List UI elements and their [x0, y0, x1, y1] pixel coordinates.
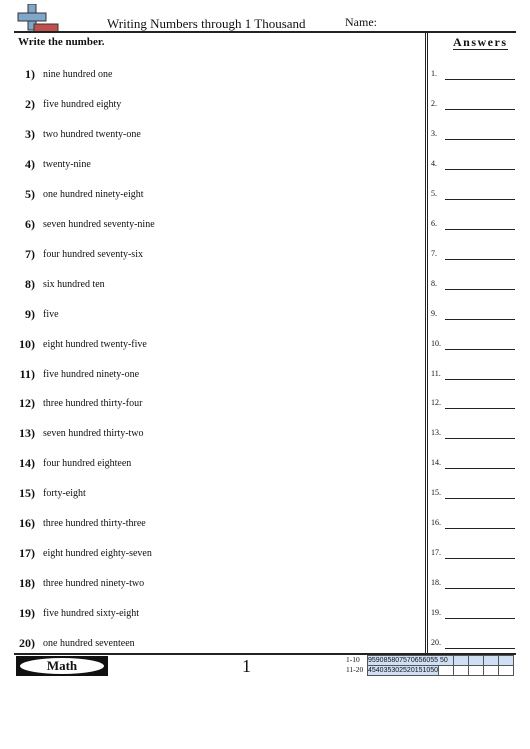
- problem-item: [0, 367, 420, 387]
- problem-text: six hundred ten: [43, 279, 105, 290]
- answer-key-table: [367, 655, 514, 676]
- answer-blank[interactable]: [431, 427, 521, 441]
- answer-line[interactable]: [445, 79, 515, 80]
- answer-line[interactable]: [445, 618, 515, 619]
- answer-blank[interactable]: [431, 308, 521, 322]
- problem-text: one hundred seventeen: [43, 638, 135, 649]
- problem-text: eight hundred twenty-five: [43, 339, 147, 350]
- problem-number: 4): [25, 157, 35, 171]
- answer-line[interactable]: [445, 438, 515, 439]
- answer-blank[interactable]: [431, 457, 521, 471]
- answer-number: 3.: [431, 129, 437, 138]
- problem-number: 12): [19, 396, 35, 410]
- plus-minus-logo-icon: [14, 4, 60, 34]
- answer-key-row-1-text: 959085807570656055 50: [368, 656, 454, 666]
- answer-key-row: [368, 656, 514, 666]
- instructions: Write the number.: [18, 36, 105, 48]
- problem-number: 17): [19, 546, 35, 560]
- answer-number: 8.: [431, 279, 437, 288]
- answer-number: 10.: [431, 339, 441, 348]
- problem-text: eight hundred eighty-seven: [43, 548, 152, 559]
- answer-blank[interactable]: [431, 368, 521, 382]
- math-badge: [16, 656, 108, 676]
- problem-text: five hundred ninety-one: [43, 369, 140, 380]
- answer-line[interactable]: [445, 199, 515, 200]
- problem-item: [0, 277, 420, 297]
- answer-key-cell: [439, 666, 454, 676]
- problem-text: two hundred twenty-one: [43, 129, 141, 140]
- problem-number: 18): [19, 576, 35, 590]
- answer-number: 16.: [431, 518, 441, 527]
- answer-key-cell: [484, 666, 499, 676]
- problem-item: [0, 127, 420, 147]
- answer-number: 20.: [431, 638, 441, 647]
- answer-line[interactable]: [445, 109, 515, 110]
- problem-number: 15): [19, 486, 35, 500]
- answer-number: 1.: [431, 69, 437, 78]
- problem-text: five: [43, 309, 59, 320]
- answer-line[interactable]: [445, 349, 515, 350]
- problem-text: five hundred eighty: [43, 99, 122, 110]
- answer-line[interactable]: [445, 229, 515, 230]
- key-label-1-10: 1-10: [346, 655, 360, 664]
- problem-text: seven hundred thirty-two: [43, 428, 144, 439]
- problem-number: 7): [25, 247, 35, 261]
- problem-item: [0, 157, 420, 177]
- answer-number: 7.: [431, 249, 437, 258]
- problem-number: 9): [25, 307, 35, 321]
- answer-number: 11.: [431, 369, 441, 378]
- problem-item: [0, 606, 420, 626]
- answer-number: 4.: [431, 159, 437, 168]
- problem-number: 20): [19, 636, 35, 650]
- answer-number: 13.: [431, 428, 441, 437]
- page-title: Writing Numbers through 1 Thousand: [107, 16, 306, 31]
- answer-number: 19.: [431, 608, 441, 617]
- answer-blank[interactable]: [431, 188, 521, 202]
- answer-line[interactable]: [445, 498, 515, 499]
- problem-item: [0, 247, 420, 267]
- answer-blank[interactable]: [431, 248, 521, 262]
- problem-item: [0, 576, 420, 596]
- problem-item: [0, 67, 420, 87]
- problem-number: 19): [19, 606, 35, 620]
- answer-blank[interactable]: [431, 637, 521, 651]
- problem-item: [0, 187, 420, 207]
- problem-number: 6): [25, 217, 35, 231]
- answer-blank[interactable]: [431, 278, 521, 292]
- answer-key-row: [368, 666, 514, 676]
- answer-number: 17.: [431, 548, 441, 557]
- problem-item: [0, 97, 420, 117]
- answer-blank[interactable]: [431, 218, 521, 232]
- answer-line[interactable]: [445, 169, 515, 170]
- answer-key-row-2-text: 454035302520151050: [368, 667, 439, 674]
- problem-item: [0, 426, 420, 446]
- answer-number: 2.: [431, 99, 437, 108]
- answer-blank[interactable]: [431, 397, 521, 411]
- answer-number: 15.: [431, 488, 441, 497]
- answer-blank[interactable]: [431, 338, 521, 352]
- problem-item: [0, 456, 420, 476]
- answer-blank[interactable]: [431, 517, 521, 531]
- problem-item: [0, 307, 420, 327]
- answer-number: 9.: [431, 309, 437, 318]
- answer-blank[interactable]: [431, 577, 521, 591]
- answer-line[interactable]: [445, 648, 515, 649]
- column-divider: [425, 33, 428, 653]
- answer-line[interactable]: [445, 558, 515, 559]
- problem-text: four hundred eighteen: [43, 458, 132, 469]
- problem-number: 11): [19, 367, 35, 381]
- answer-line[interactable]: [445, 528, 515, 529]
- problem-item: [0, 546, 420, 566]
- problem-text: four hundred seventy-six: [43, 249, 143, 260]
- answer-key-cell: [454, 666, 469, 676]
- problem-number: 10): [19, 337, 35, 351]
- header-rule: [14, 31, 516, 33]
- problem-item: [0, 217, 420, 237]
- answer-line[interactable]: [445, 259, 515, 260]
- answer-line[interactable]: [445, 139, 515, 140]
- answer-line[interactable]: [445, 319, 515, 320]
- answer-number: 5.: [431, 189, 437, 198]
- answer-blank[interactable]: [431, 158, 521, 172]
- answer-line[interactable]: [445, 588, 515, 589]
- answer-key-cell: [499, 666, 514, 676]
- problem-number: 16): [19, 516, 35, 530]
- problem-text: seven hundred seventy-nine: [43, 219, 155, 230]
- problem-text: three hundred ninety-two: [43, 578, 145, 589]
- math-badge-label: Math: [20, 658, 104, 674]
- answer-key-cell: [469, 656, 484, 666]
- problem-number: 1): [25, 67, 35, 81]
- answer-blank[interactable]: [431, 487, 521, 501]
- key-label-11-20: 11-20: [346, 665, 364, 674]
- problem-text: one hundred ninety-eight: [43, 189, 144, 200]
- answer-number: 6.: [431, 219, 437, 228]
- answer-key-cell: [499, 656, 514, 666]
- problem-number: 8): [25, 277, 35, 291]
- answers-heading: Answers: [453, 35, 508, 49]
- answer-line[interactable]: [445, 468, 515, 469]
- page-number: 1: [242, 656, 251, 676]
- answer-blank[interactable]: [431, 547, 521, 561]
- problem-item: [0, 396, 420, 416]
- answer-line[interactable]: [445, 289, 515, 290]
- problem-text: twenty-nine: [43, 159, 91, 170]
- problem-text: forty-eight: [43, 488, 86, 499]
- problem-text: nine hundred one: [43, 69, 113, 80]
- problem-text: three hundred thirty-three: [43, 518, 146, 529]
- answer-blank[interactable]: [431, 68, 521, 82]
- problem-item: [0, 516, 420, 536]
- problem-number: 3): [25, 127, 35, 141]
- problem-item: [0, 337, 420, 357]
- answer-key-cell: [454, 656, 469, 666]
- answer-number: 12.: [431, 398, 441, 407]
- problem-text: five hundred sixty-eight: [43, 608, 140, 619]
- answer-line[interactable]: [445, 379, 515, 380]
- problem-text: three hundred thirty-four: [43, 398, 143, 409]
- answer-key-cell: [484, 656, 499, 666]
- answer-blank[interactable]: [431, 128, 521, 142]
- name-label: Name:: [345, 15, 377, 29]
- problem-number: 14): [19, 456, 35, 470]
- problem-number: 13): [19, 426, 35, 440]
- answer-blank[interactable]: [431, 607, 521, 621]
- problem-item: [0, 486, 420, 506]
- answer-number: 18.: [431, 578, 441, 587]
- answer-line[interactable]: [445, 408, 515, 409]
- problem-number: 5): [25, 187, 35, 201]
- answer-key-cell: [469, 666, 484, 676]
- problem-number: 2): [25, 97, 35, 111]
- answer-blank[interactable]: [431, 98, 521, 112]
- answer-number: 14.: [431, 458, 441, 467]
